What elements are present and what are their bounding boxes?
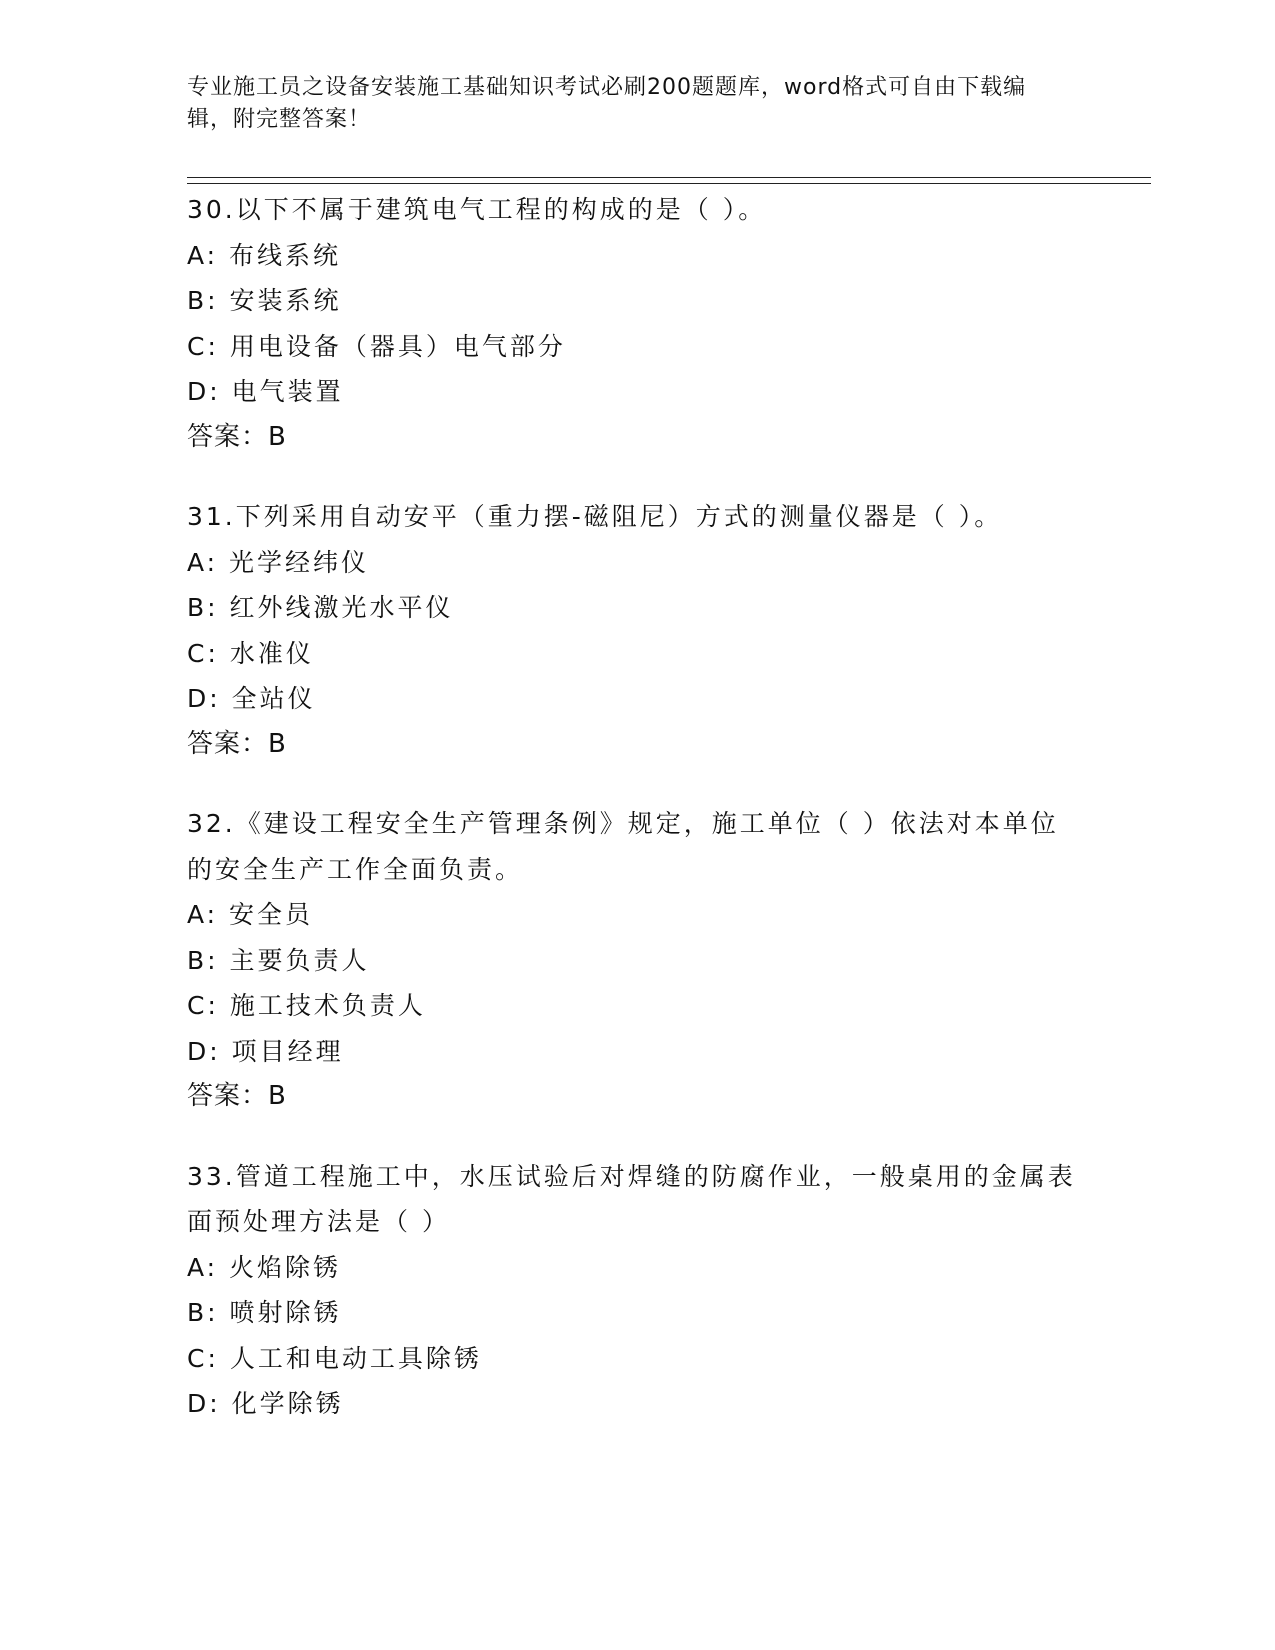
question-stem: 30.以下不属于建筑电气工程的构成的是（ ）。 — [187, 195, 767, 224]
question-list — [187, 187, 1087, 1461]
option-c: C: 用电设备（器具）电气部分 — [187, 331, 566, 361]
option-b: B: 安装系统 — [187, 286, 342, 315]
answer-label: 答案： — [187, 421, 269, 452]
option-a: A: 光学经纬仪 — [187, 547, 370, 577]
option-c: C: 施工技术负责人 — [187, 991, 426, 1020]
answer-label: 答案： — [187, 728, 269, 759]
answer-value: B — [268, 728, 287, 759]
option-c: C: 人工和电动工具除锈 — [187, 1343, 482, 1373]
option-d: D: 电气装置 — [187, 377, 344, 406]
option-d: D: 化学除锈 — [187, 1389, 344, 1418]
option-d: D: 项目经理 — [187, 1036, 344, 1066]
option-d: D: 全站仪 — [187, 684, 316, 713]
question-30 — [187, 187, 1087, 460]
header-divider-bottom — [187, 183, 1151, 184]
option-b: B: 红外线激光水平仪 — [187, 593, 454, 622]
document-header: 专业施工员之设备安装施工基础知识考试必刷200题题库，word格式可自由下载编辑，附完整答案！ — [187, 75, 1027, 132]
option-a: A: 安全员 — [187, 900, 314, 929]
option-c: C: 水准仪 — [187, 638, 314, 668]
answer-line — [187, 1074, 1087, 1120]
header-divider-top — [187, 177, 1151, 178]
question-32 — [187, 801, 1087, 1120]
question-stem: 32.《建设工程安全生产管理条例》规定，施工单位（ ）依法对本单位的安全生产工作全面负责。 — [187, 809, 1059, 884]
option-b: B: 喷射除锈 — [187, 1298, 342, 1327]
question-33 — [187, 1154, 1087, 1427]
question-stem: 31.下列采用自动安平（重力摆-磁阻尼）方式的测量仪器是（ ）。 — [187, 502, 1003, 531]
option-a: A: 布线系统 — [187, 240, 342, 270]
answer-value: B — [268, 1081, 287, 1111]
answer-line — [187, 415, 1087, 461]
question-31 — [187, 494, 1087, 767]
answer-label: 答案： — [187, 1081, 269, 1111]
option-b: B: 主要负责人 — [187, 945, 370, 975]
option-a: A: 火焰除锈 — [187, 1252, 342, 1282]
answer-value: B — [268, 421, 287, 452]
answer-line — [187, 722, 1087, 768]
question-stem: 33.管道工程施工中，水压试验后对焊缝的防腐作业，一般桌用的金属表面预处理方法是（ ） — [187, 1161, 1076, 1236]
